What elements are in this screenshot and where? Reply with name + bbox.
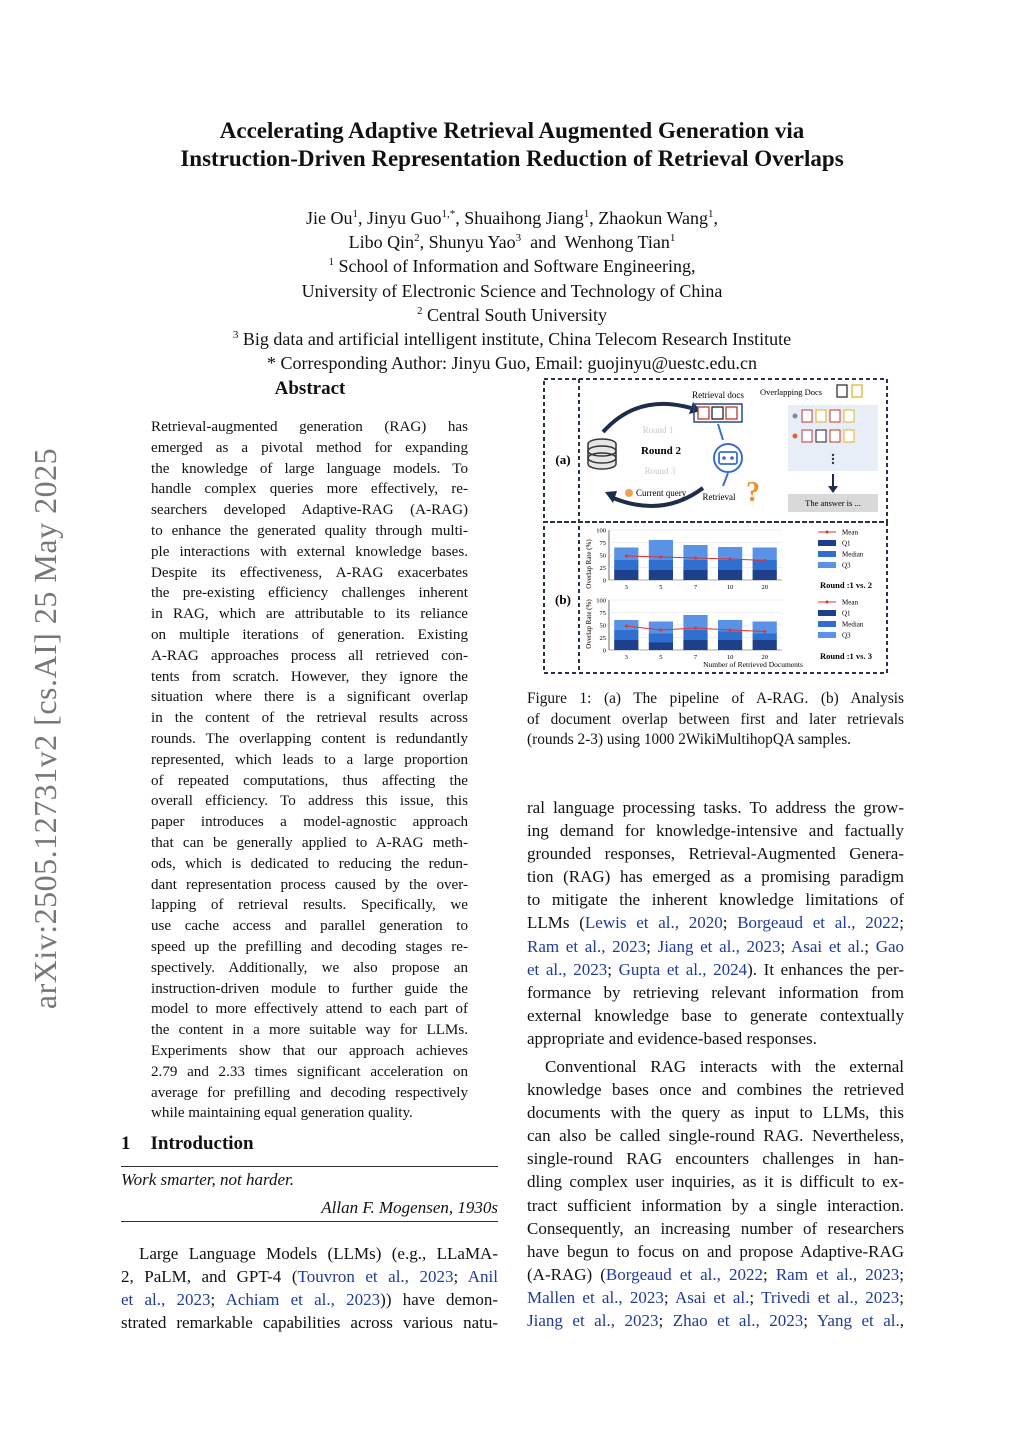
abstract-line: Retrieval-augmented generation (RAG) has xyxy=(151,419,468,435)
x-tick-label: 5 xyxy=(659,584,663,591)
chart-1-subtitle: Round :1 vs. 2 xyxy=(820,580,872,590)
citation-link[interactable]: et al., 2023 xyxy=(527,959,608,979)
abstract-line: speed up the prefilling and decoding stages re- xyxy=(151,938,468,955)
x-tick-label: 20 xyxy=(761,584,768,591)
citation-link[interactable]: Borgeaud et al., 2022 xyxy=(605,1264,764,1284)
citation-link[interactable]: Borgeaud et al., 2022 xyxy=(737,913,900,933)
paper-title xyxy=(100,117,924,173)
abstract-line: the pre-existing efficiency challenges inherent xyxy=(151,585,468,602)
abstract-line: average for prefilling and decoding respectively xyxy=(151,1084,468,1101)
query-bulb-icon xyxy=(625,489,633,497)
bar-median xyxy=(683,630,707,640)
chart-2-legend xyxy=(818,599,864,640)
affiliation-1: $^1$ School of Information and Software Engineering, xyxy=(328,256,696,277)
citation-link[interactable]: Asai et al. xyxy=(790,936,865,956)
y-tick-label: 75 xyxy=(599,610,606,617)
legend-label: Mean xyxy=(842,528,858,537)
chart-1-legend xyxy=(818,529,864,570)
abstract-line: overall efficiency. To address this issue, this xyxy=(151,793,468,810)
bar-q1 xyxy=(718,640,742,650)
legend-swatch xyxy=(818,610,836,616)
y-tick-label: 50 xyxy=(599,622,606,630)
affiliation-3: $^3$ Big data and artificial intelligent institute, China Telecom Research Institute xyxy=(232,329,792,350)
x-tick-label: 10 xyxy=(726,654,734,661)
mean-point xyxy=(694,557,697,560)
affiliation-1-cont: University of Electronic Science and Technology of China xyxy=(301,280,723,301)
affiliation-2: $^2$ Central South University xyxy=(417,304,607,325)
bar-q1 xyxy=(718,570,742,580)
chart-2-ylabel: Overlap Rate (%) xyxy=(585,599,593,649)
abstract-line: handle complex queries more effectively, re- xyxy=(151,481,468,498)
legend-label: Q3 xyxy=(842,631,851,640)
bar-q1 xyxy=(753,640,777,650)
document-icons xyxy=(698,407,737,419)
epigraph-rule-bottom xyxy=(121,1221,498,1222)
citation-link[interactable]: Zhao et al., 2023 xyxy=(672,1311,804,1331)
mean-point xyxy=(763,559,766,562)
citation-link[interactable]: Asai et al. xyxy=(674,1287,750,1307)
abstract-line: lapping of retrieval results. Specifically, we xyxy=(151,897,468,914)
bar-q1 xyxy=(614,570,638,580)
abstract-line: paper introduces a model-agnostic approach xyxy=(151,814,468,831)
bar-q1 xyxy=(649,643,673,651)
chart-1-ylabel: Overlap Rate (%) xyxy=(585,539,593,589)
mean-point xyxy=(729,558,732,561)
abstract-line: while maintaining equal generation quality. xyxy=(151,1105,413,1122)
abstract-line: emerged as a pivotal method for expanding xyxy=(151,439,468,456)
abstract-line: ple interactions with external knowledge bases. xyxy=(151,543,468,560)
citation-link[interactable]: Achiam et al., 2023 xyxy=(225,1290,381,1310)
abstract-line: Despite its effectiveness, A-RAG exacerbates xyxy=(151,564,468,581)
mean-point xyxy=(625,555,628,558)
epigraph-attribution: Allan F. Mogensen, 1930s xyxy=(321,1198,498,1217)
bar-q1 xyxy=(649,570,673,580)
answer-text: The answer is ... xyxy=(805,498,861,508)
intro-paragraph-right-1: ral language processing tasks. To address the grow- ing demand for knowledge-intensive and factually grounded responses, Retrieval-Augmented Genera- tion (RAG) has emerged as a promising paradigm to mitigate the inherent knowledge limitations of LLMs (Lewis et al., 2020; Borgeaud et al., 2022; Ram et al., 2023; Jiang et al., 2023; Asai et al.; Gao et al., 2023; Gupta et al., 2024). It enhances the per- formance by retrieving relevant information from external knowledge base to generate contextually appropriate and evidence-based responses. xyxy=(527,798,905,1048)
abstract-line: searchers developed Adaptive-RAG (A-RAG) xyxy=(151,502,468,519)
panel-a-label: (a) xyxy=(555,452,571,467)
chart-2-subtitle: Round :1 vs. 3 xyxy=(820,651,872,661)
abstract-line: situation where there is a significant overlap xyxy=(151,689,468,706)
x-tick-label: 3 xyxy=(624,654,628,661)
y-tick-label: 100 xyxy=(596,597,606,605)
citation-link[interactable]: Gupta et al., 2024 xyxy=(618,959,748,979)
bar-median xyxy=(683,560,707,570)
mean-point xyxy=(659,556,662,559)
citation-link[interactable]: Gao xyxy=(875,936,905,956)
author-line-1: Jie Ou$^1$, Jinyu Guo$^{1,*}$, Shuaihong Jiang$^1$, Zhaokun Wang$^1$, xyxy=(306,208,718,228)
abstract-line: use cache access and parallel generation to xyxy=(151,918,468,935)
legend-swatch xyxy=(818,562,836,568)
legend-swatch xyxy=(818,540,836,546)
bar-q1 xyxy=(683,570,707,580)
mean-point xyxy=(625,625,628,628)
current-query-label: Current query xyxy=(636,488,687,498)
bar-q1 xyxy=(614,640,638,650)
overlapping-docs-label: Overlapping Docs xyxy=(759,387,823,397)
section-heading-introduction: 1 Introduction xyxy=(121,1133,254,1154)
panel-b-label: (b) xyxy=(555,592,571,607)
x-tick-label: 7 xyxy=(693,584,698,591)
question-mark-icon: ? xyxy=(746,477,760,508)
bar-median xyxy=(649,634,673,643)
legend-label: Q3 xyxy=(842,561,851,570)
citation-link[interactable]: et al., 2023 xyxy=(121,1290,211,1310)
abstract-line: in RAG, which are attributable to its reliance xyxy=(151,606,468,623)
y-tick-label: 25 xyxy=(599,635,606,642)
y-tick-label: 25 xyxy=(599,565,606,572)
bar-median xyxy=(649,560,673,570)
y-tick-label: 0 xyxy=(602,647,606,655)
legend-swatch xyxy=(818,621,836,627)
x-tick-label: 3 xyxy=(624,584,628,591)
docs-to-model-arrow xyxy=(718,424,723,440)
intro-paragraph-left: Large Language Models (LLMs) (e.g., LLaMA- 2, PaLM, and GPT-4 (Touvron et al., 2023; Anil et al., 2023; Achiam et al., 2023)) have demon- strated remarkable capabilities across various natu- xyxy=(121,1244,498,1333)
abstract-line: model to more effectively attend to each part of xyxy=(151,1001,468,1018)
bar-q1 xyxy=(683,640,707,650)
abstract-line: instruction-driven module to further guide the xyxy=(151,980,468,997)
llm-robot-icon xyxy=(714,444,742,472)
bar-q3 xyxy=(753,548,777,561)
retrieval-label: Retrieval xyxy=(702,492,736,502)
abstract-body xyxy=(151,417,468,1124)
author-line-2: Libo Qin$^2$, Shunyu Yao$^3$ and Wenhong Tian$^1$ xyxy=(348,232,676,253)
bar-median xyxy=(718,560,742,570)
abstract-line: A-RAG approaches process all retrieved con- xyxy=(151,647,468,664)
citation-link[interactable]: Mallen et al., 2023 xyxy=(527,1287,664,1307)
bar-q3 xyxy=(649,622,673,634)
abstract-line: represented, which leads to a large proportion xyxy=(151,751,468,768)
abstract-line: spectively. Additionally, we also propose an xyxy=(151,959,468,976)
figure-1-caption: Figure 1: (a) The pipeline of A-RAG. (b) Analysis of document overlap between first and later retrievals (rounds 2-3) using 1000 2WikiMultihopQA samples. xyxy=(527,690,904,748)
y-tick-label: 75 xyxy=(599,540,606,547)
abstract-line: Experiments show that our approach achieves xyxy=(151,1042,468,1059)
citation-link[interactable]: Jiang et al., 2023 xyxy=(527,1311,659,1331)
legend-label: Q1 xyxy=(842,539,851,548)
epigraph-rule-top xyxy=(121,1166,498,1167)
corresponding-author: * Corresponding Author: Jinyu Guo, Email: guojinyu@uestc.edu.cn xyxy=(266,353,758,374)
abstract-heading: Abstract xyxy=(274,378,346,399)
abstract-line: dant representation process caused by the over- xyxy=(151,876,468,893)
intro-paragraph-right-2: Conventional RAG interacts with the external knowledge bases once and combines the retrieved documents with the query as input to LLMs, this can also be called single-round RAG. Nevertheless, single-round RAG encounters challenges in han- dling complex user inquiries, as it is difficult to ex- tract sufficient information by a single interaction. Consequently, an increasing number of researchers have begun to focus on and propose Adaptive-RAG (A-RAG) (Borgeaud et al., 2022; Ram et al., 2023; Mallen et al., 2023; Asai et al.; Trivedi et al., 2023; Jiang et al., 2023; Zhao et al., 2023; Yang et al., xyxy=(527,1057,905,1331)
retrieval-docs-label: Retrieval docs xyxy=(692,390,744,400)
round-3-label: Round 3 xyxy=(644,466,676,476)
y-tick-label: 100 xyxy=(596,527,606,535)
y-tick-label: 0 xyxy=(602,577,606,585)
citation-link[interactable]: Trivedi et al., 2023 xyxy=(761,1287,900,1307)
mean-point xyxy=(659,629,662,632)
citation-link[interactable]: Ram et al., 2023 xyxy=(775,1264,900,1284)
abstract-line: rounds. The overlapping content is redundantly xyxy=(151,730,468,747)
citation-link[interactable]: Yang et al. xyxy=(816,1311,900,1331)
y-tick-label: 50 xyxy=(599,552,606,560)
abstract-line: on multiple iterations of generation. Existing xyxy=(151,626,468,643)
citation-link[interactable]: Anil xyxy=(467,1267,498,1287)
mean-point xyxy=(729,629,732,632)
x-tick-label: 10 xyxy=(726,584,734,591)
mean-point xyxy=(694,627,697,630)
figure-1 xyxy=(543,378,888,674)
legend-label: Mean xyxy=(842,598,858,607)
bar-median xyxy=(718,632,742,641)
chart-round-1-vs-3 xyxy=(596,598,782,662)
citation-link[interactable]: Jiang et al., 2023 xyxy=(657,936,781,956)
legend-label: Q1 xyxy=(842,609,851,618)
abstract-line: to enhance the generated quality through multi- xyxy=(151,522,468,539)
citation-link[interactable]: Lewis et al., 2020 xyxy=(584,913,723,933)
citation-link[interactable]: Ram et al., 2023 xyxy=(527,936,647,956)
bar-median xyxy=(614,560,638,570)
abstract-line: the content in a more suitable way for LLMs. xyxy=(151,1022,468,1039)
legend-label: Median xyxy=(842,620,864,629)
abstract-line: 2.79 and 2.33 times significant acceleration on xyxy=(151,1063,468,1080)
abstract-line: of repeated computations, thus affecting the xyxy=(151,772,468,789)
figure-1-graphic xyxy=(543,378,888,674)
bar-median xyxy=(753,634,777,641)
abstract-line: that can be generally applied to A-RAG meth- xyxy=(151,834,468,851)
abstract-line: ods, which is dedicated to reducing the redun- xyxy=(151,855,468,872)
chart-round-1-vs-2 xyxy=(596,528,782,592)
round-2-label: Round 2 xyxy=(640,445,682,457)
round-1-label: Round 1 xyxy=(642,425,674,435)
legend-swatch xyxy=(818,632,836,638)
overlap-doc-icon-2 xyxy=(852,385,862,397)
bar-median xyxy=(614,630,638,640)
legend-label: Median xyxy=(842,550,864,559)
x-tick-label: 20 xyxy=(761,654,768,661)
legend-swatch xyxy=(818,551,836,557)
bar-q1 xyxy=(753,570,777,580)
chart-xlabel: Number of Retrieved Documents xyxy=(703,660,803,669)
title-line-1: Accelerating Adaptive Retrieval Augmented Generation via xyxy=(219,118,805,143)
abstract-line: tents from scratch. However, they ignore the xyxy=(151,668,468,685)
overlap-doc-icon-1 xyxy=(837,385,847,397)
abstract-line: in the content of the retrieval results across xyxy=(151,710,468,727)
author-block xyxy=(140,206,884,375)
epigraph-quote: Work smarter, not harder. xyxy=(121,1170,295,1189)
model-to-retrieval-arrow xyxy=(723,473,728,486)
mean-point xyxy=(763,630,766,633)
x-tick-label: 7 xyxy=(693,654,698,661)
bar-q3 xyxy=(614,548,638,561)
abstract-line: the knowledge of large language models. To xyxy=(151,460,468,477)
x-tick-label: 5 xyxy=(659,654,663,661)
title-line-2: Instruction-Driven Representation Reduction of Retrieval Overlaps xyxy=(180,146,844,171)
arxiv-identifier: arXiv:2505.12731v2 [cs.AI] 25 May 2025 xyxy=(27,447,64,1009)
citation-link[interactable]: Touvron et al., 2023 xyxy=(297,1267,454,1287)
database-icon xyxy=(588,439,616,469)
